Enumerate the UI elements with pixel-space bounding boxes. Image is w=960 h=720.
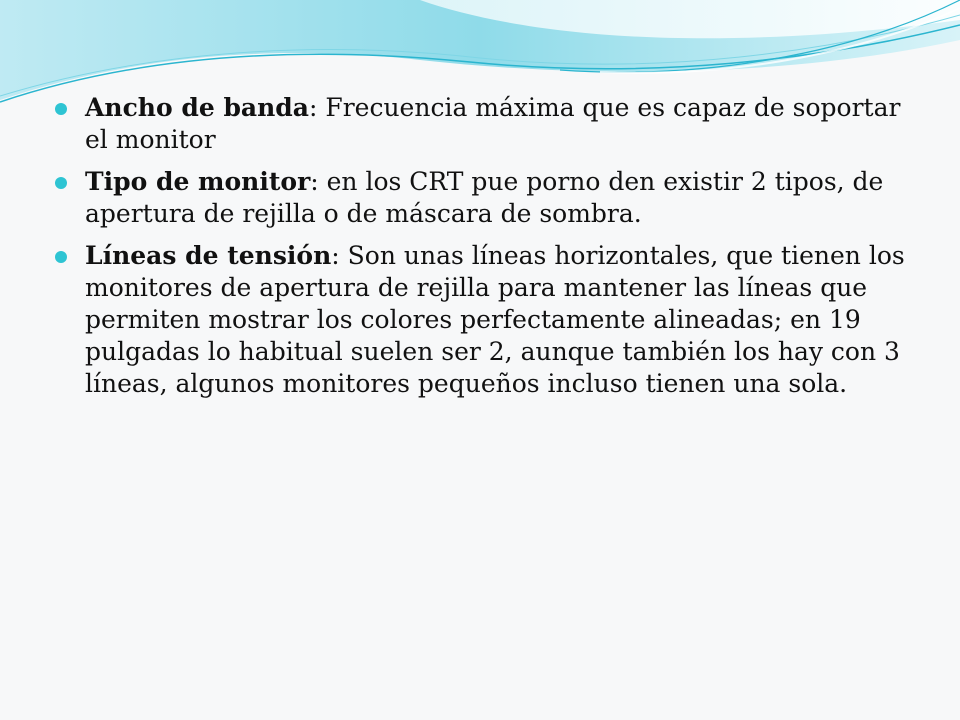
bullet-item [50,92,910,156]
bullet-term: Tipo de monitor [85,167,311,196]
bullet-dot-icon [55,177,67,189]
slide-content [50,92,910,410]
bullet-text: : Son unas líneas horizontales, que tienen los monitores de apertura de rejilla para mantener las líneas que permiten mostrar los colores perfectamente alineadas; en 19 pulgadas lo habitual suelen ser 2, aunque también los hay con 3 líneas, algunos monitores pequeños incluso tienen una sola. [85,241,905,398]
bullet-item [50,166,910,230]
bullet-list [50,92,910,400]
bullet-term: Ancho de banda [85,93,309,122]
bullet-item [50,240,910,400]
bullet-text: : Frecuencia máxima que es capaz de soportar el monitor [85,93,901,154]
bullet-dot-icon [55,251,67,263]
bullet-text: : en los CRT pue porno den existir 2 tipos, de apertura de rejilla o de máscara de sombra. [85,167,884,228]
bullet-term: Líneas de tensión [85,241,332,270]
bullet-dot-icon [55,103,67,115]
